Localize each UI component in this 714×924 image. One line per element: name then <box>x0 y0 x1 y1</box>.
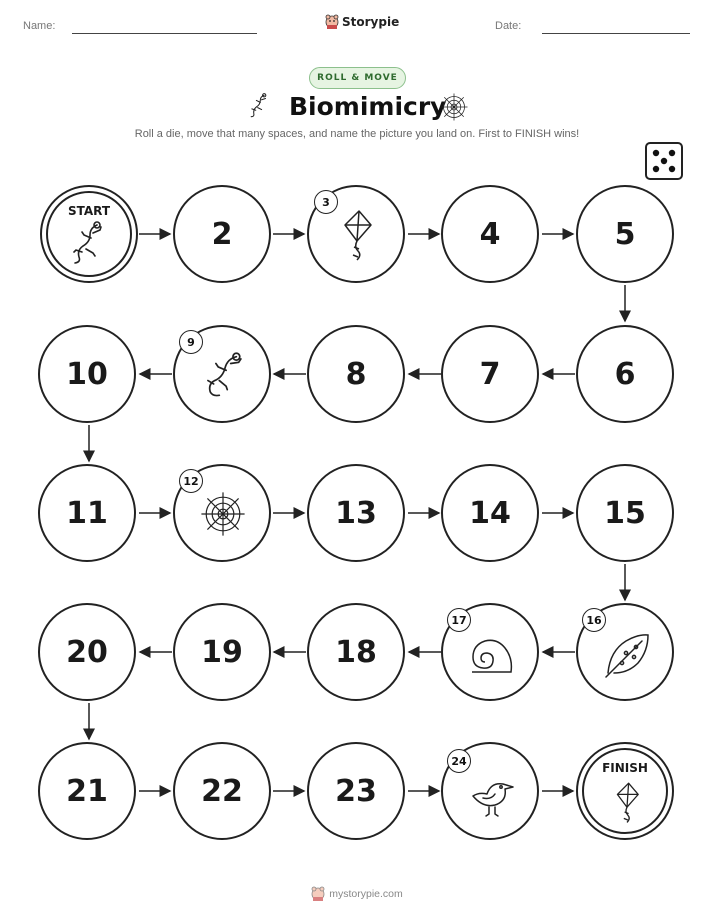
board-space[interactable]: 20 <box>38 603 136 701</box>
space-number-badge: 16 <box>582 608 606 632</box>
leaf-icon <box>602 631 652 679</box>
board-space[interactable]: 15 <box>576 464 674 562</box>
space-number-badge: 24 <box>447 749 471 773</box>
finish-space[interactable] <box>576 742 674 840</box>
space-number-badge: 12 <box>179 469 203 493</box>
board-space[interactable]: 13 <box>307 464 405 562</box>
start-label: START <box>67 204 111 218</box>
board-space[interactable]: 4 <box>441 185 539 283</box>
board-space[interactable]: 2 <box>173 185 271 283</box>
board-space[interactable]: 10 <box>38 325 136 423</box>
page-title: Biomimicry <box>289 92 447 121</box>
board-space[interactable]: 7 <box>441 325 539 423</box>
board-space[interactable]: 23 <box>307 742 405 840</box>
space-number-badge: 3 <box>314 190 338 214</box>
board-space[interactable]: 6 <box>576 325 674 423</box>
space-number-badge: 17 <box>447 608 471 632</box>
space-number-badge: 9 <box>179 330 203 354</box>
board-space[interactable]: 21 <box>38 742 136 840</box>
board-space[interactable]: 8 <box>307 325 405 423</box>
name-label: Name: <box>23 20 56 32</box>
footer <box>0 886 714 902</box>
snail-shell-icon <box>469 635 515 675</box>
bird-icon <box>467 774 519 818</box>
finish-label: FINISH <box>602 761 648 775</box>
board-space[interactable]: 18 <box>307 603 405 701</box>
board-space[interactable]: 11 <box>38 464 136 562</box>
footer-url[interactable]: mystorypie.com <box>329 888 403 900</box>
gecko-icon <box>201 351 249 401</box>
date-label: Date: <box>495 20 522 32</box>
roll-and-move-badge: ROLL & MOVE <box>309 67 406 89</box>
storypie-mascot-icon <box>311 886 325 902</box>
spider-web-icon <box>199 490 247 538</box>
kite-icon <box>611 780 643 828</box>
brand-name: Storypie <box>342 15 400 29</box>
board-space[interactable]: 14 <box>441 464 539 562</box>
start-space[interactable] <box>40 185 138 283</box>
board-space[interactable]: 5 <box>576 185 674 283</box>
gecko-icon <box>70 221 110 265</box>
kite-icon <box>337 207 377 267</box>
board-space[interactable]: 19 <box>173 603 271 701</box>
board-space[interactable]: 22 <box>173 742 271 840</box>
instructions: Roll a die, move that many spaces, and name the picture you land on. First to FINISH wins! <box>134 128 580 140</box>
